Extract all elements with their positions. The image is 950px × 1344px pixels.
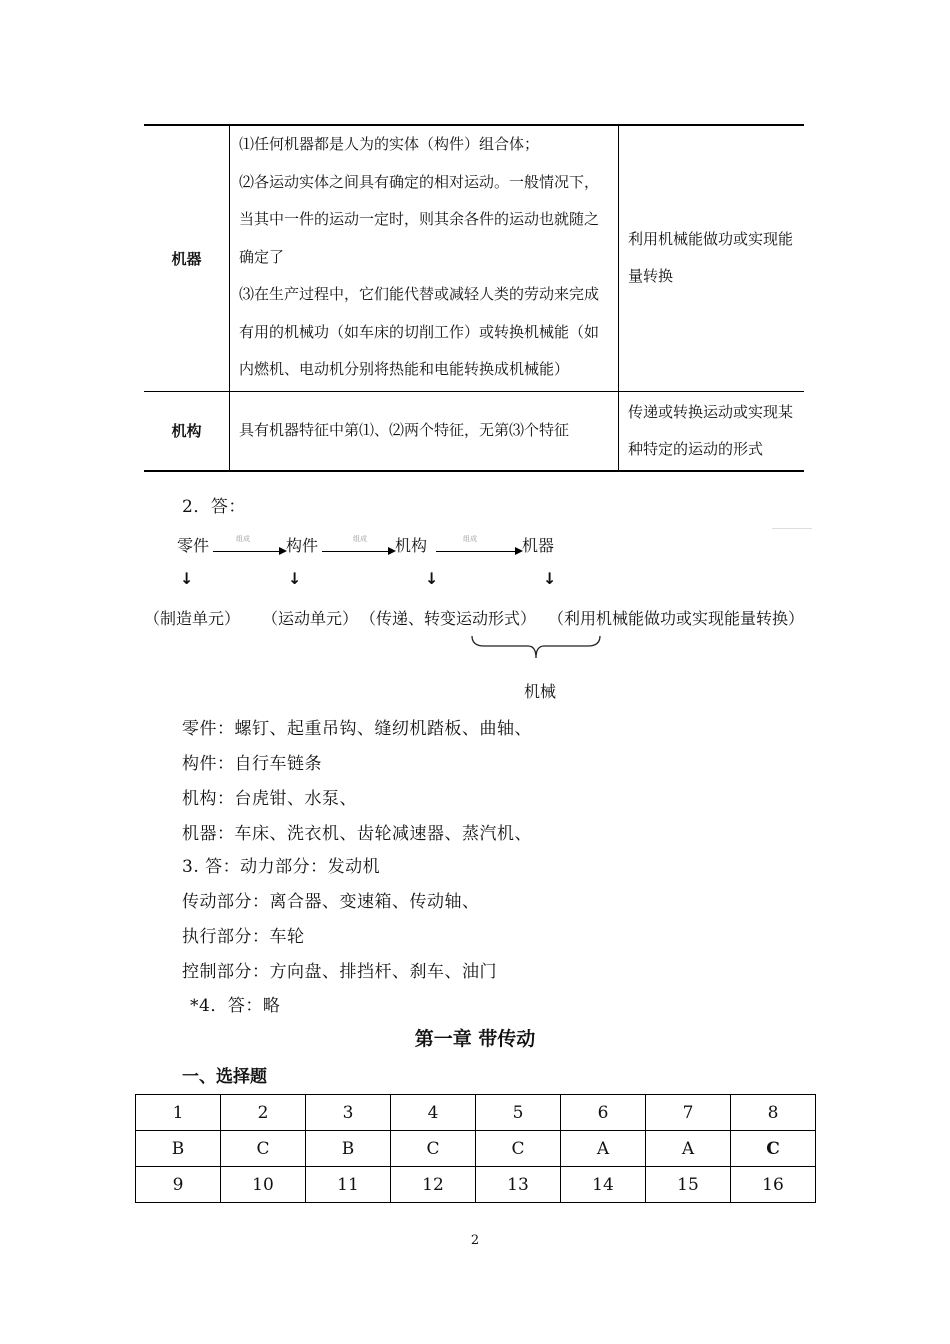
chapter-title: 第一章 带传动 — [414, 1028, 536, 1050]
q3-line-1: 3. 答：动力部分：发动机 — [182, 857, 381, 877]
q4-label: *4．答：略 — [190, 996, 281, 1016]
grid-cell: C — [391, 1131, 476, 1167]
node-mechanism: 机构 — [395, 536, 428, 555]
arrow-line-3 — [436, 551, 515, 552]
page-number: 2 — [470, 1233, 480, 1248]
q3-line-3: 执行部分：车轮 — [182, 927, 305, 947]
grid-cell: 6 — [561, 1095, 646, 1131]
machine-function: 利用机械能做功或实现能量转换 — [619, 125, 805, 391]
grid-cell: 3 — [306, 1095, 391, 1131]
brace-label: 机械 — [524, 682, 557, 701]
grid-row-numbers-1 — [136, 1095, 816, 1131]
example-machine: 机器：车床、洗衣机、齿轮减速器、蒸汽机、 — [182, 824, 532, 844]
grid-cell: 15 — [646, 1167, 731, 1203]
q3-line-4: 控制部分：方向盘、排挡杆、刹车、油门 — [182, 962, 497, 982]
comparison-table — [144, 124, 804, 472]
example-part: 零件：螺钉、起重吊钩、缝纫机踏板、曲轴、 — [182, 719, 532, 739]
feature-mechanism: 具有机器特征中第⑴、⑵两个特征，无第⑶个特征 — [239, 420, 570, 439]
faint-divider — [772, 528, 812, 529]
role-machine: （利用机械能做功或实现能量转换） — [548, 609, 805, 628]
arrow-text-2: 组成 — [353, 535, 367, 543]
grid-cell: 14 — [561, 1167, 646, 1203]
node-part: 零件 — [177, 536, 210, 555]
table-row-machine — [144, 125, 804, 391]
grid-cell: 16 — [731, 1167, 816, 1203]
grid-cell: C — [476, 1131, 561, 1167]
role-mechanism: （传递、转变运动形式） — [360, 609, 537, 628]
grid-cell: 10 — [221, 1167, 306, 1203]
term-mechanism: 机构 — [144, 391, 230, 471]
down-arrow-1: ↓ — [180, 569, 194, 588]
grid-cell: C — [221, 1131, 306, 1167]
arrow-head-2 — [388, 547, 396, 555]
node-component: 构件 — [286, 536, 319, 555]
grid-cell: 4 — [391, 1095, 476, 1131]
term-machine: 机器 — [144, 125, 230, 391]
arrow-head-1 — [279, 547, 287, 555]
grid-cell: 9 — [136, 1167, 221, 1203]
example-component: 构件：自行车链条 — [182, 754, 322, 774]
grid-cell: C — [731, 1131, 816, 1167]
grid-cell: 8 — [731, 1095, 816, 1131]
arrow-line-1 — [213, 551, 279, 552]
grid-cell: B — [136, 1131, 221, 1167]
section-title: 一、选择题 — [182, 1067, 267, 1087]
mechanism-function: 传递或转换运动或实现某种特定的运动的形式 — [619, 391, 805, 471]
q2-label: 2．答： — [182, 497, 246, 517]
grid-cell: B — [306, 1131, 391, 1167]
arrow-text-3: 组成 — [463, 535, 477, 543]
feature-2: ⑵各运动实体之间具有确定的相对运动。一般情况下，当其中一件的运动一定时，则其余各件的运动也就随之确定了 — [239, 172, 600, 266]
grid-cell: 5 — [476, 1095, 561, 1131]
answer-grid — [135, 1094, 816, 1203]
table-row-mechanism — [144, 391, 804, 471]
grid-row-answers — [136, 1131, 816, 1167]
node-machine: 机器 — [522, 536, 555, 555]
grid-cell: 12 — [391, 1167, 476, 1203]
mechanism-features — [230, 391, 619, 471]
arrow-line-2 — [322, 551, 388, 552]
grid-cell: 11 — [306, 1167, 391, 1203]
grid-cell: 13 — [476, 1167, 561, 1203]
arrow-text-1: 组成 — [236, 535, 250, 543]
feature-3: ⑶在生产过程中，它们能代替或减轻人类的劳动来完成有用的机械功（如车床的切削工作）或转换机械能（如内燃机、电动机分别将热能和电能转换成机械能） — [239, 285, 600, 378]
grid-row-numbers-2 — [136, 1167, 816, 1203]
role-part: （制造单元） — [144, 609, 241, 628]
grid-cell: A — [646, 1131, 731, 1167]
grid-cell: 1 — [136, 1095, 221, 1131]
feature-1: ⑴任何机器都是人为的实体（构件）组合体； — [239, 135, 540, 153]
brace-icon — [470, 634, 602, 662]
role-component: （运动单元） — [262, 609, 359, 628]
grid-cell: A — [561, 1131, 646, 1167]
example-mechanism: 机构：台虎钳、水泵、 — [182, 789, 357, 809]
machine-features — [230, 125, 619, 391]
grid-cell: 7 — [646, 1095, 731, 1131]
q3-line-2: 传动部分：离合器、变速箱、传动轴、 — [182, 892, 480, 912]
arrow-head-3 — [515, 547, 523, 555]
grid-cell: 2 — [221, 1095, 306, 1131]
down-arrow-2: ↓ — [288, 569, 302, 588]
down-arrow-3: ↓ — [425, 569, 439, 588]
down-arrow-4: ↓ — [543, 569, 557, 588]
